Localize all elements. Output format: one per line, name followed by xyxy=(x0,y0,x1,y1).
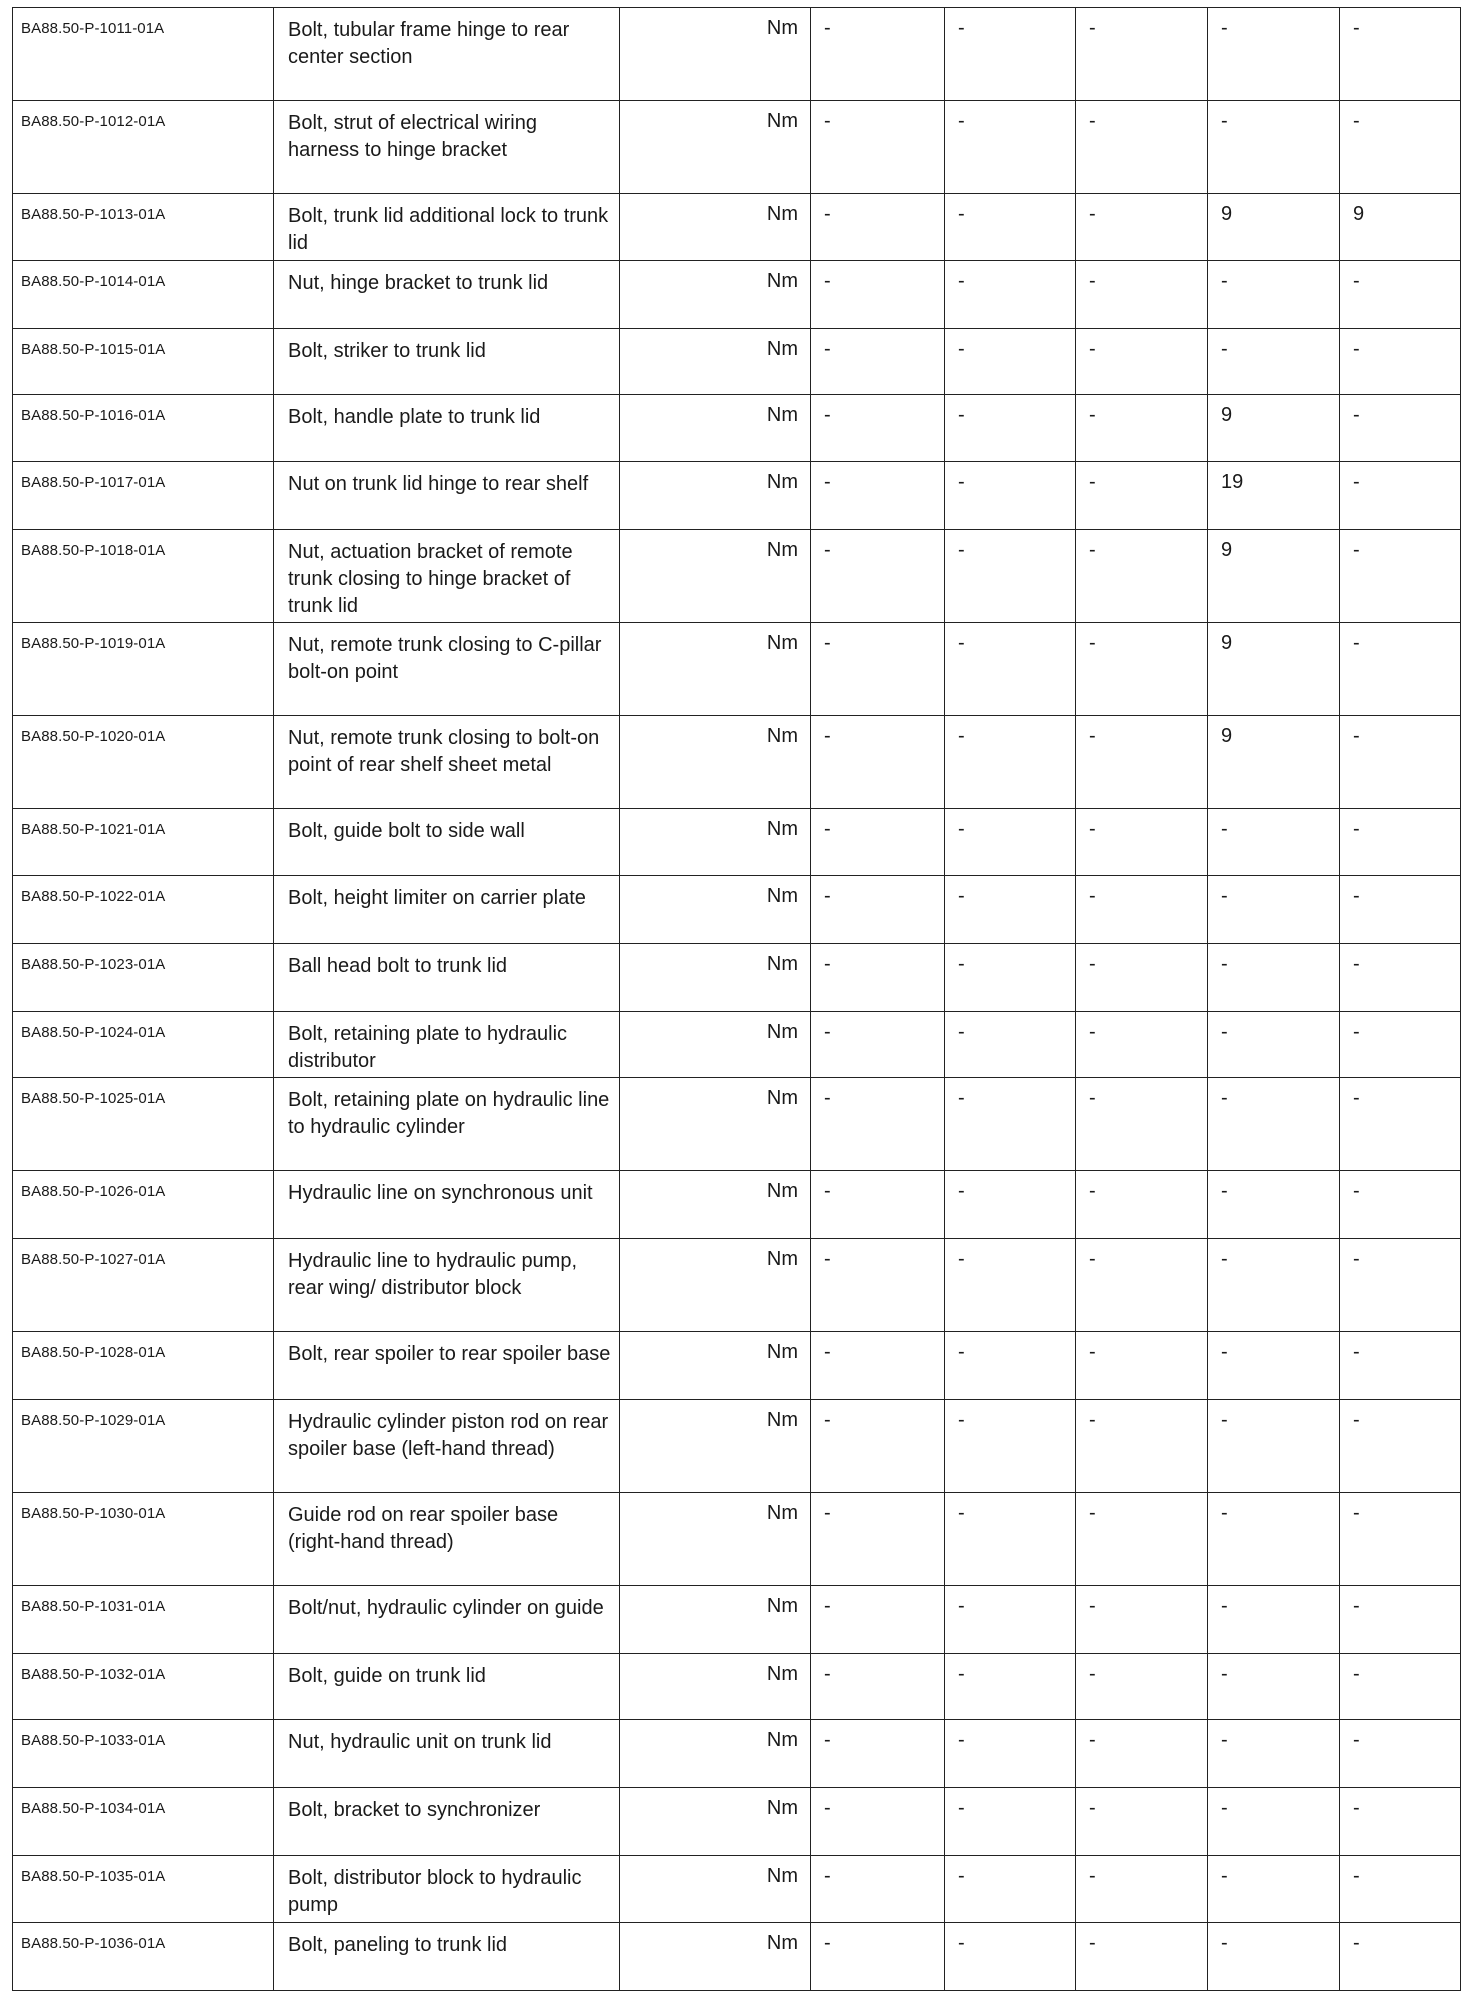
description-cell: Bolt, distributor block to hydraulic pump xyxy=(274,1856,620,1923)
value-cell-1: - xyxy=(811,1654,945,1720)
table-row xyxy=(13,194,1461,261)
value-cell-3: - xyxy=(1076,1012,1208,1078)
value-cell-1: - xyxy=(811,261,945,329)
unit-cell: Nm xyxy=(620,944,811,1012)
value-cell-5: - xyxy=(1340,1654,1461,1720)
value-cell-5: - xyxy=(1340,1078,1461,1171)
value-cell-3: - xyxy=(1076,716,1208,809)
value-cell-2: - xyxy=(945,876,1076,944)
unit-cell: Nm xyxy=(620,261,811,329)
document-id-cell: BA88.50-P-1016-01A xyxy=(13,395,274,462)
document-id-cell: BA88.50-P-1028-01A xyxy=(13,1332,274,1400)
description-cell: Bolt, paneling to trunk lid xyxy=(274,1923,620,1991)
table-row xyxy=(13,1720,1461,1788)
value-cell-1: - xyxy=(811,876,945,944)
document-id-cell: BA88.50-P-1032-01A xyxy=(13,1654,274,1720)
value-cell-2: - xyxy=(945,623,1076,716)
document-id-cell: BA88.50-P-1031-01A xyxy=(13,1586,274,1654)
value-cell-2: - xyxy=(945,194,1076,261)
value-cell-4: - xyxy=(1208,329,1340,395)
document-id-cell: BA88.50-P-1036-01A xyxy=(13,1923,274,1991)
value-cell-5: - xyxy=(1340,1788,1461,1856)
value-cell-4: - xyxy=(1208,876,1340,944)
table-row xyxy=(13,1923,1461,1991)
value-cell-3: - xyxy=(1076,1856,1208,1923)
value-cell-1: - xyxy=(811,1078,945,1171)
value-cell-3: - xyxy=(1076,1171,1208,1239)
description-cell: Bolt, retaining plate to hydraulic distributor xyxy=(274,1012,620,1078)
value-cell-1: - xyxy=(811,944,945,1012)
value-cell-3: - xyxy=(1076,1078,1208,1171)
value-cell-2: - xyxy=(945,809,1076,876)
value-cell-3: - xyxy=(1076,1720,1208,1788)
value-cell-3: - xyxy=(1076,261,1208,329)
value-cell-5: 9 xyxy=(1340,194,1461,261)
value-cell-1: - xyxy=(811,1012,945,1078)
unit-cell: Nm xyxy=(620,1923,811,1991)
value-cell-3: - xyxy=(1076,1400,1208,1493)
value-cell-1: - xyxy=(811,1788,945,1856)
value-cell-3: - xyxy=(1076,194,1208,261)
table-row xyxy=(13,101,1461,194)
value-cell-1: - xyxy=(811,1923,945,1991)
value-cell-2: - xyxy=(945,1400,1076,1493)
value-cell-4: - xyxy=(1208,944,1340,1012)
value-cell-4: - xyxy=(1208,1720,1340,1788)
table-row xyxy=(13,1171,1461,1239)
description-cell: Nut, remote trunk closing to C-pillar bolt-on point xyxy=(274,623,620,716)
torque-table-body xyxy=(13,8,1461,1991)
value-cell-4: - xyxy=(1208,1923,1340,1991)
document-id-cell: BA88.50-P-1015-01A xyxy=(13,329,274,395)
value-cell-1: - xyxy=(811,1586,945,1654)
description-cell: Bolt, guide on trunk lid xyxy=(274,1654,620,1720)
unit-cell: Nm xyxy=(620,329,811,395)
value-cell-4: - xyxy=(1208,1586,1340,1654)
value-cell-3: - xyxy=(1076,1923,1208,1991)
unit-cell: Nm xyxy=(620,1493,811,1586)
value-cell-3: - xyxy=(1076,944,1208,1012)
value-cell-1: - xyxy=(811,8,945,101)
value-cell-2: - xyxy=(945,329,1076,395)
value-cell-4: - xyxy=(1208,1012,1340,1078)
value-cell-4: 9 xyxy=(1208,716,1340,809)
value-cell-4: - xyxy=(1208,1078,1340,1171)
unit-cell: Nm xyxy=(620,101,811,194)
document-id-cell: BA88.50-P-1019-01A xyxy=(13,623,274,716)
value-cell-5: - xyxy=(1340,1171,1461,1239)
unit-cell: Nm xyxy=(620,1654,811,1720)
table-row xyxy=(13,462,1461,530)
value-cell-3: - xyxy=(1076,8,1208,101)
description-cell: Guide rod on rear spoiler base (right-hand thread) xyxy=(274,1493,620,1586)
value-cell-5: - xyxy=(1340,1493,1461,1586)
description-cell: Bolt, retaining plate on hydraulic line to hydraulic cylinder xyxy=(274,1078,620,1171)
table-row xyxy=(13,1239,1461,1332)
table-row xyxy=(13,395,1461,462)
unit-cell: Nm xyxy=(620,1400,811,1493)
value-cell-5: - xyxy=(1340,809,1461,876)
table-row xyxy=(13,1078,1461,1171)
value-cell-5: - xyxy=(1340,944,1461,1012)
value-cell-5: - xyxy=(1340,1012,1461,1078)
description-cell: Bolt/nut, hydraulic cylinder on guide xyxy=(274,1586,620,1654)
value-cell-5: - xyxy=(1340,395,1461,462)
value-cell-5: - xyxy=(1340,530,1461,623)
description-cell: Bolt, tubular frame hinge to rear center section xyxy=(274,8,620,101)
document-id-cell: BA88.50-P-1012-01A xyxy=(13,101,274,194)
value-cell-3: - xyxy=(1076,809,1208,876)
value-cell-5: - xyxy=(1340,462,1461,530)
table-row xyxy=(13,876,1461,944)
table-row xyxy=(13,944,1461,1012)
value-cell-2: - xyxy=(945,1171,1076,1239)
value-cell-3: - xyxy=(1076,1788,1208,1856)
unit-cell: Nm xyxy=(620,876,811,944)
value-cell-5: - xyxy=(1340,716,1461,809)
unit-cell: Nm xyxy=(620,1171,811,1239)
value-cell-2: - xyxy=(945,530,1076,623)
value-cell-1: - xyxy=(811,530,945,623)
value-cell-2: - xyxy=(945,261,1076,329)
value-cell-3: - xyxy=(1076,1654,1208,1720)
value-cell-5: - xyxy=(1340,1239,1461,1332)
value-cell-4: 9 xyxy=(1208,194,1340,261)
value-cell-2: - xyxy=(945,462,1076,530)
value-cell-2: - xyxy=(945,944,1076,1012)
value-cell-3: - xyxy=(1076,1239,1208,1332)
value-cell-2: - xyxy=(945,101,1076,194)
value-cell-5: - xyxy=(1340,101,1461,194)
value-cell-3: - xyxy=(1076,876,1208,944)
value-cell-4: - xyxy=(1208,1493,1340,1586)
document-id-cell: BA88.50-P-1029-01A xyxy=(13,1400,274,1493)
value-cell-2: - xyxy=(945,1586,1076,1654)
unit-cell: Nm xyxy=(620,716,811,809)
unit-cell: Nm xyxy=(620,1856,811,1923)
document-id-cell: BA88.50-P-1024-01A xyxy=(13,1012,274,1078)
table-row xyxy=(13,1654,1461,1720)
value-cell-4: - xyxy=(1208,101,1340,194)
table-row xyxy=(13,623,1461,716)
document-id-cell: BA88.50-P-1026-01A xyxy=(13,1171,274,1239)
value-cell-2: - xyxy=(945,1923,1076,1991)
value-cell-2: - xyxy=(945,1332,1076,1400)
value-cell-1: - xyxy=(811,1239,945,1332)
value-cell-1: - xyxy=(811,1720,945,1788)
description-cell: Hydraulic line to hydraulic pump, rear wing/ distributor block xyxy=(274,1239,620,1332)
value-cell-5: - xyxy=(1340,623,1461,716)
unit-cell: Nm xyxy=(620,8,811,101)
value-cell-4: - xyxy=(1208,1332,1340,1400)
table-row xyxy=(13,809,1461,876)
value-cell-3: - xyxy=(1076,623,1208,716)
table-row xyxy=(13,8,1461,101)
unit-cell: Nm xyxy=(620,395,811,462)
table-row xyxy=(13,530,1461,623)
value-cell-2: - xyxy=(945,1720,1076,1788)
table-row xyxy=(13,1788,1461,1856)
document-id-cell: BA88.50-P-1014-01A xyxy=(13,261,274,329)
table-row xyxy=(13,1856,1461,1923)
table-row xyxy=(13,1332,1461,1400)
value-cell-3: - xyxy=(1076,101,1208,194)
unit-cell: Nm xyxy=(620,194,811,261)
description-cell: Bolt, height limiter on carrier plate xyxy=(274,876,620,944)
table-row xyxy=(13,261,1461,329)
unit-cell: Nm xyxy=(620,1332,811,1400)
value-cell-2: - xyxy=(945,8,1076,101)
table-row xyxy=(13,1400,1461,1493)
value-cell-4: - xyxy=(1208,1654,1340,1720)
value-cell-1: - xyxy=(811,1493,945,1586)
value-cell-4: 9 xyxy=(1208,530,1340,623)
value-cell-5: - xyxy=(1340,1856,1461,1923)
value-cell-5: - xyxy=(1340,8,1461,101)
description-cell: Hydraulic cylinder piston rod on rear spoiler base (left-hand thread) xyxy=(274,1400,620,1493)
value-cell-2: - xyxy=(945,716,1076,809)
value-cell-2: - xyxy=(945,1493,1076,1586)
value-cell-5: - xyxy=(1340,1400,1461,1493)
unit-cell: Nm xyxy=(620,530,811,623)
description-cell: Bolt, striker to trunk lid xyxy=(274,329,620,395)
value-cell-2: - xyxy=(945,1078,1076,1171)
unit-cell: Nm xyxy=(620,809,811,876)
document-id-cell: BA88.50-P-1023-01A xyxy=(13,944,274,1012)
value-cell-5: - xyxy=(1340,876,1461,944)
value-cell-1: - xyxy=(811,395,945,462)
description-cell: Ball head bolt to trunk lid xyxy=(274,944,620,1012)
value-cell-2: - xyxy=(945,1856,1076,1923)
document-id-cell: BA88.50-P-1034-01A xyxy=(13,1788,274,1856)
value-cell-1: - xyxy=(811,462,945,530)
value-cell-4: - xyxy=(1208,261,1340,329)
document-id-cell: BA88.50-P-1011-01A xyxy=(13,8,274,101)
value-cell-1: - xyxy=(811,1400,945,1493)
value-cell-1: - xyxy=(811,623,945,716)
value-cell-3: - xyxy=(1076,395,1208,462)
table-row xyxy=(13,329,1461,395)
value-cell-5: - xyxy=(1340,1586,1461,1654)
description-cell: Nut on trunk lid hinge to rear shelf xyxy=(274,462,620,530)
description-cell: Hydraulic line on synchronous unit xyxy=(274,1171,620,1239)
description-cell: Nut, hinge bracket to trunk lid xyxy=(274,261,620,329)
table-row xyxy=(13,1586,1461,1654)
value-cell-1: - xyxy=(811,809,945,876)
value-cell-2: - xyxy=(945,1239,1076,1332)
value-cell-2: - xyxy=(945,1788,1076,1856)
value-cell-2: - xyxy=(945,1654,1076,1720)
value-cell-1: - xyxy=(811,1171,945,1239)
description-cell: Bolt, rear spoiler to rear spoiler base xyxy=(274,1332,620,1400)
document-id-cell: BA88.50-P-1025-01A xyxy=(13,1078,274,1171)
value-cell-4: - xyxy=(1208,1788,1340,1856)
value-cell-3: - xyxy=(1076,1332,1208,1400)
value-cell-3: - xyxy=(1076,462,1208,530)
value-cell-3: - xyxy=(1076,1586,1208,1654)
value-cell-2: - xyxy=(945,1012,1076,1078)
unit-cell: Nm xyxy=(620,1078,811,1171)
description-cell: Nut, remote trunk closing to bolt-on point of rear shelf sheet metal xyxy=(274,716,620,809)
unit-cell: Nm xyxy=(620,462,811,530)
unit-cell: Nm xyxy=(620,1720,811,1788)
torque-table xyxy=(12,7,1461,1991)
value-cell-4: - xyxy=(1208,8,1340,101)
value-cell-4: 9 xyxy=(1208,395,1340,462)
value-cell-1: - xyxy=(811,101,945,194)
unit-cell: Nm xyxy=(620,1239,811,1332)
value-cell-4: - xyxy=(1208,1400,1340,1493)
document-id-cell: BA88.50-P-1018-01A xyxy=(13,530,274,623)
unit-cell: Nm xyxy=(620,1586,811,1654)
value-cell-3: - xyxy=(1076,1493,1208,1586)
document-id-cell: BA88.50-P-1022-01A xyxy=(13,876,274,944)
value-cell-2: - xyxy=(945,395,1076,462)
table-row xyxy=(13,1493,1461,1586)
table-row xyxy=(13,716,1461,809)
description-cell: Nut, actuation bracket of remote trunk closing to hinge bracket of trunk lid xyxy=(274,530,620,623)
document-id-cell: BA88.50-P-1035-01A xyxy=(13,1856,274,1923)
description-cell: Bolt, bracket to synchronizer xyxy=(274,1788,620,1856)
value-cell-4: - xyxy=(1208,1171,1340,1239)
document-id-cell: BA88.50-P-1033-01A xyxy=(13,1720,274,1788)
value-cell-5: - xyxy=(1340,1332,1461,1400)
description-cell: Bolt, guide bolt to side wall xyxy=(274,809,620,876)
unit-cell: Nm xyxy=(620,1788,811,1856)
document-id-cell: BA88.50-P-1021-01A xyxy=(13,809,274,876)
description-cell: Bolt, handle plate to trunk lid xyxy=(274,395,620,462)
description-cell: Nut, hydraulic unit on trunk lid xyxy=(274,1720,620,1788)
value-cell-1: - xyxy=(811,1856,945,1923)
torque-spec-sheet xyxy=(12,7,1460,1991)
unit-cell: Nm xyxy=(620,1012,811,1078)
value-cell-4: 9 xyxy=(1208,623,1340,716)
table-row xyxy=(13,1012,1461,1078)
value-cell-5: - xyxy=(1340,261,1461,329)
document-id-cell: BA88.50-P-1017-01A xyxy=(13,462,274,530)
value-cell-1: - xyxy=(811,194,945,261)
unit-cell: Nm xyxy=(620,623,811,716)
document-id-cell: BA88.50-P-1013-01A xyxy=(13,194,274,261)
value-cell-5: - xyxy=(1340,329,1461,395)
document-id-cell: BA88.50-P-1020-01A xyxy=(13,716,274,809)
value-cell-4: - xyxy=(1208,1856,1340,1923)
description-cell: Bolt, strut of electrical wiring harness to hinge bracket xyxy=(274,101,620,194)
value-cell-3: - xyxy=(1076,530,1208,623)
value-cell-3: - xyxy=(1076,329,1208,395)
value-cell-4: 19 xyxy=(1208,462,1340,530)
value-cell-5: - xyxy=(1340,1720,1461,1788)
document-id-cell: BA88.50-P-1030-01A xyxy=(13,1493,274,1586)
document-id-cell: BA88.50-P-1027-01A xyxy=(13,1239,274,1332)
value-cell-1: - xyxy=(811,716,945,809)
description-cell: Bolt, trunk lid additional lock to trunk lid xyxy=(274,194,620,261)
value-cell-4: - xyxy=(1208,1239,1340,1332)
value-cell-1: - xyxy=(811,1332,945,1400)
value-cell-1: - xyxy=(811,329,945,395)
value-cell-4: - xyxy=(1208,809,1340,876)
value-cell-5: - xyxy=(1340,1923,1461,1991)
